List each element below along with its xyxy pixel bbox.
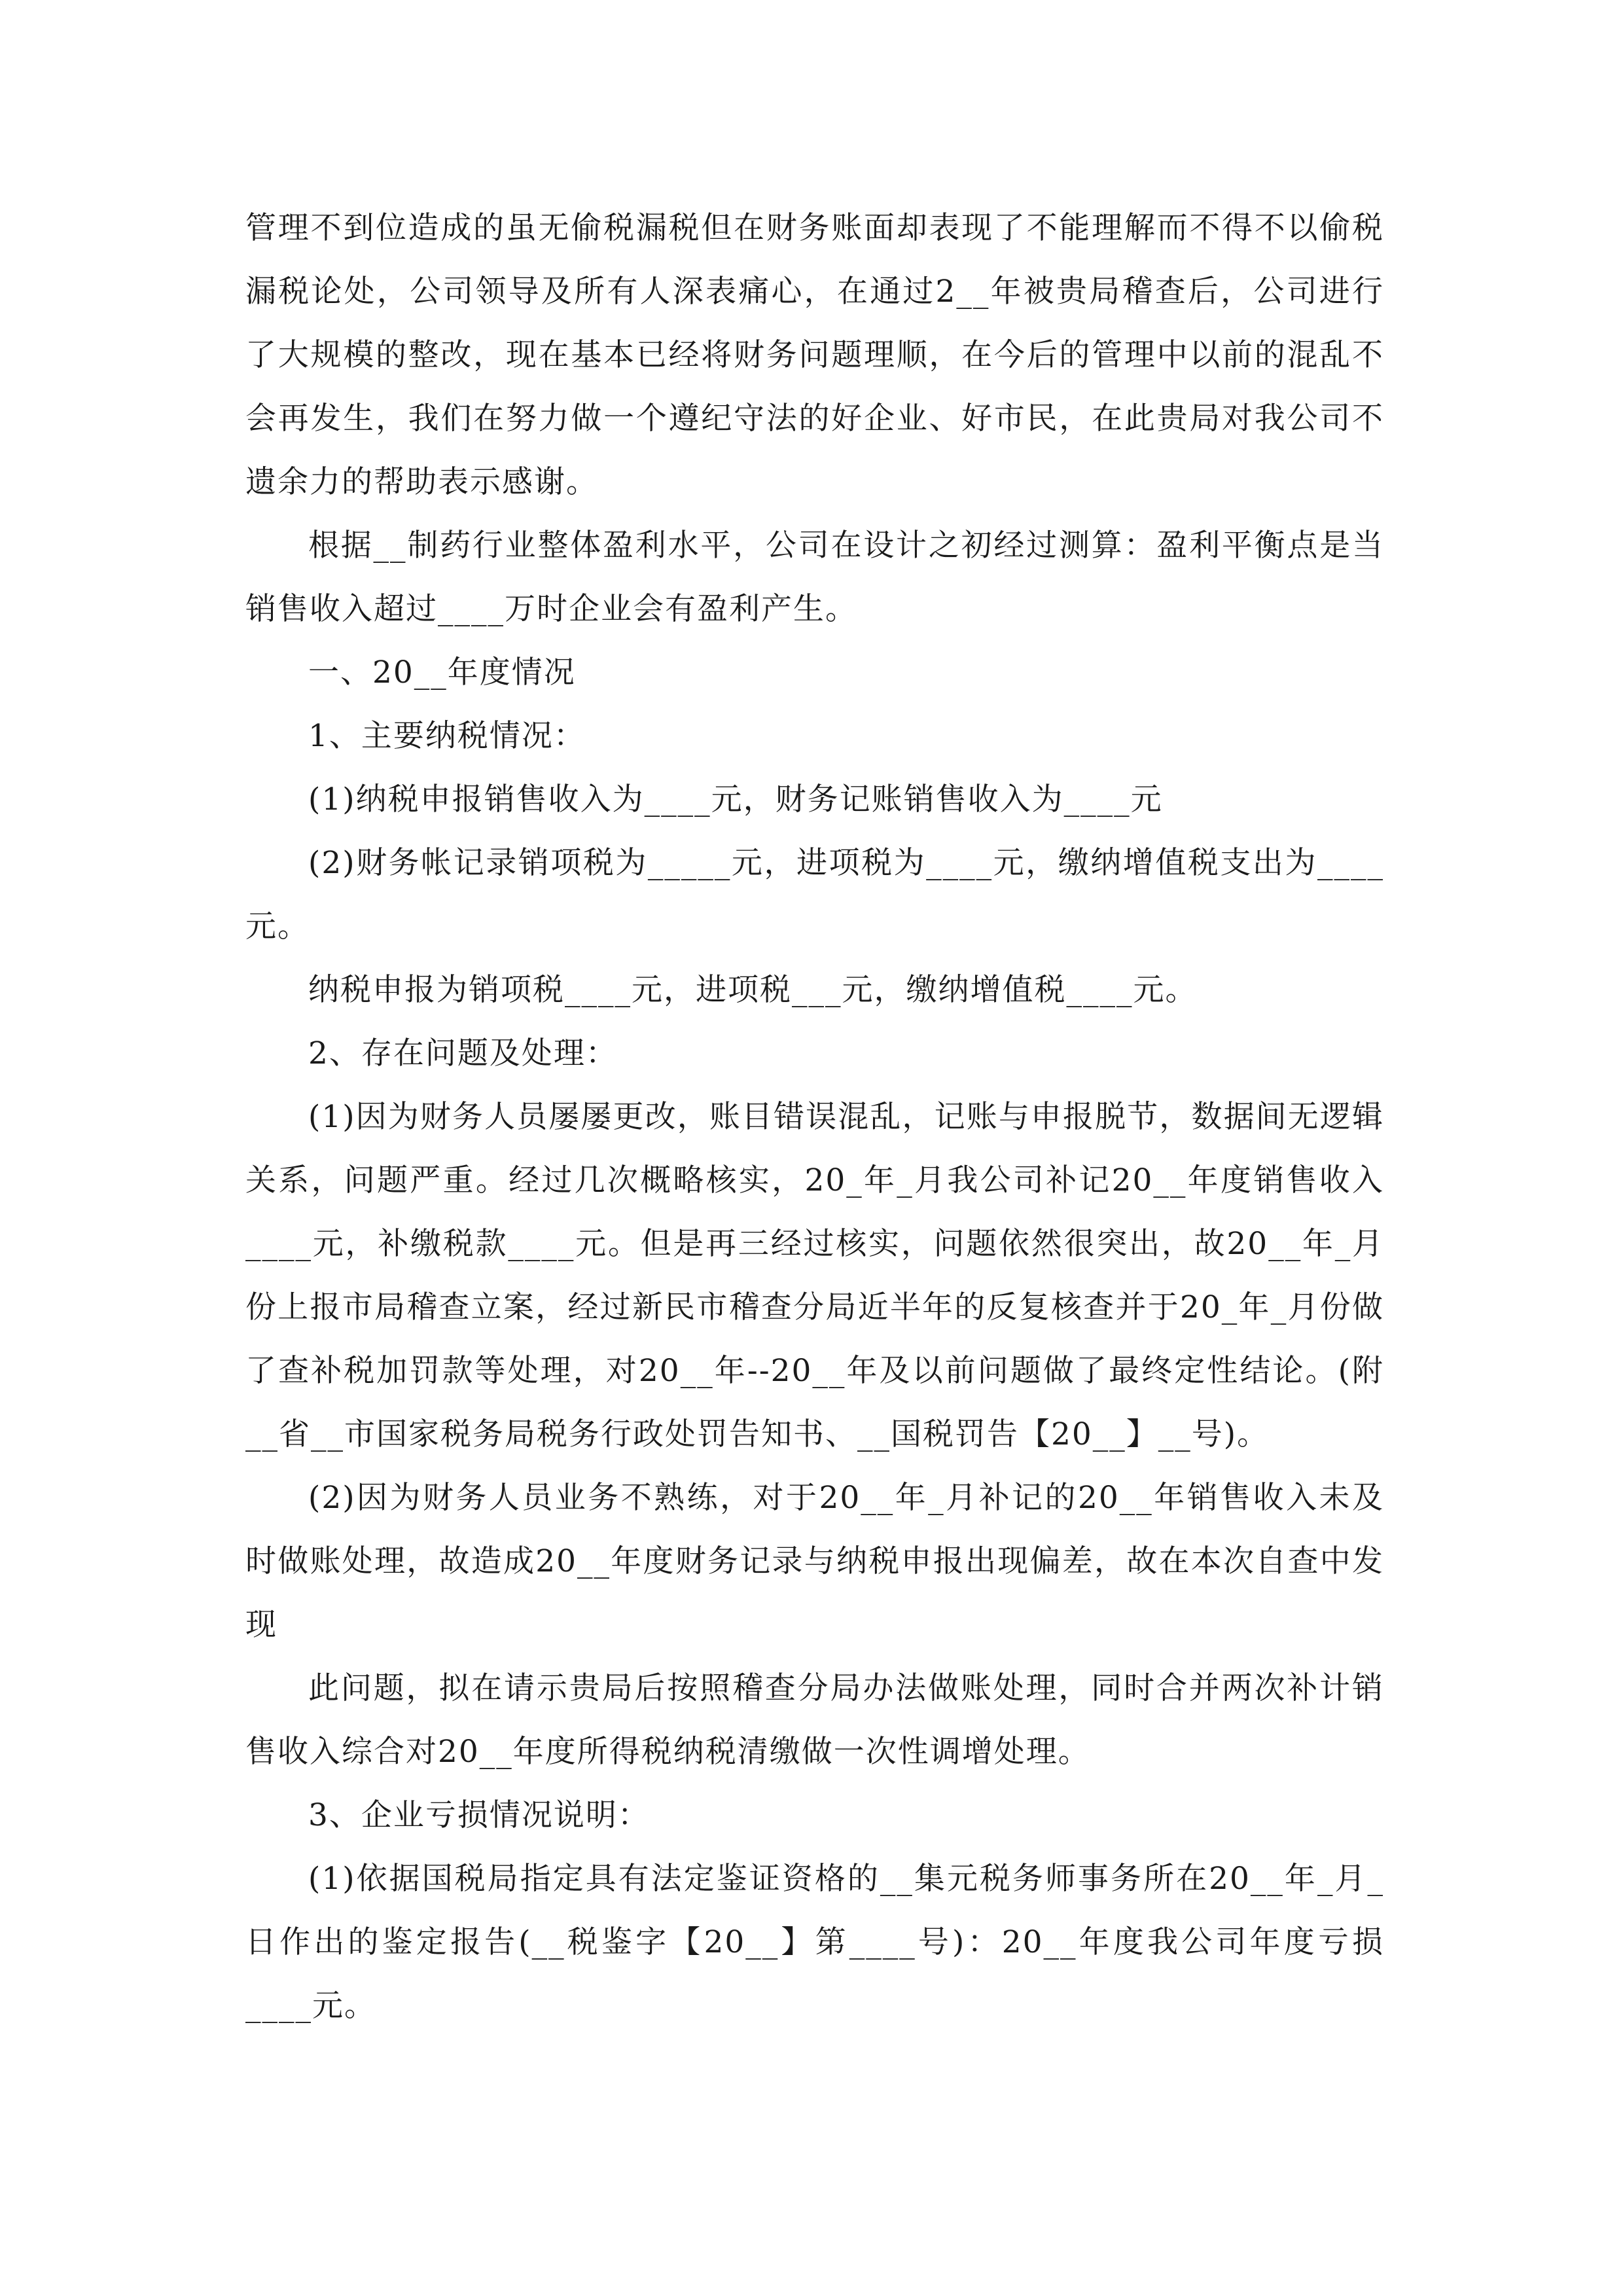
paragraph-tax-declaration: 纳税申报为销项税____元，进项税___元，缴纳增值税____元。 [308,972,1198,1008]
paragraph-1: 管理不到位造成的虽无偷税漏税但在财务账面却表现了不能理解而不得不以偷税漏税论处，公司领导及所有人深表痛心，在通过2__年被贵局稽查后，公司进行了大规模的整改，现在基本已经将财务问题理顺，在今后的管理中以前的混乱不会再发生，我们在努力做一个遵纪守法的好企业、好市民，在此贵局对我公司不遗余力的帮助表示感谢。 [245,210,1384,500]
paragraph-2: 根据__制药行业整体盈利水平，公司在设计之初经过测算：盈利平衡点是当销售收入超过____万时企业会有盈利产生。 [245,528,1384,627]
subsection-heading-1: 1、主要纳税情况： [308,718,586,754]
subsection-heading-2: 2、存在问题及处理： [308,1035,618,1071]
section-heading-1: 一、20__年度情况 [308,655,576,691]
paragraph-problem-1: (1)因为财务人员屡屡更改，账目错误混乱，记账与申报脱节，数据间无逻辑关系，问题严重。经过几次概略核实，20_年_月我公司补记20__年度销售收入____元，补缴税款____元。但是再三经过核实，问题依然很突出，故20__年_月份上报市局稽查立案，经过新民市稽查分局近半年的反复核查并于20_年_月份做了查补税加罚款等处理，对20__年--20__年及以前问题做了最终定性结论。(附__省__市国家税务局税务行政处罚告知书、__国税罚告【20__】__号)。 [245,1099,1384,1452]
paragraph-item-2: (2)财务帐记录销项税为_____元，进项税为____元，缴纳增值税支出为____元。 [245,845,1384,944]
subsection-heading-3: 3、企业亏损情况说明： [308,1797,650,1833]
document-body [245,196,1384,2037]
paragraph-problem-2: (2)因为财务人员业务不熟练，对于20__年_月补记的20__年销售收入未及时做账处理，故造成20__年度财务记录与纳税申报出现偏差，故在本次自查中发现 [245,1480,1384,1643]
paragraph-problem-2-cont: 此问题，拟在请示贵局后按照稽查分局办法做账处理，同时合并两次补计销售收入综合对20__年度所得税纳税清缴做一次性调增处理。 [245,1670,1384,1770]
paragraph-loss-1: (1)依据国税局指定具有法定鉴证资格的__集元税务师事务所在20__年_月_日作出的鉴定报告(__税鉴字【20__】第____号)：20__年度我公司年度亏损____元。 [245,1861,1384,2024]
paragraph-item-1: (1)纳税申报销售收入为____元，财务记账销售收入为____元 [308,781,1163,817]
